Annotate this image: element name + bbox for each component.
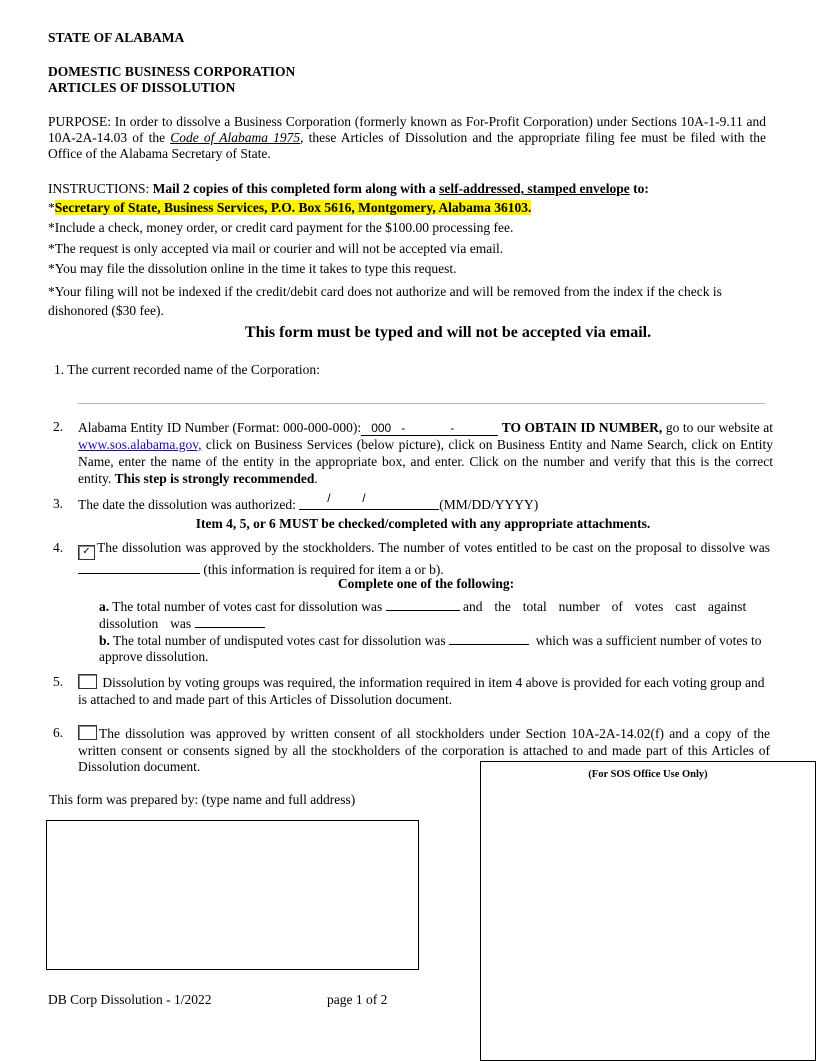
must-check-note: Item 4, 5, or 6 MUST be checked/completed with any appropriate attachments.	[195, 516, 651, 531]
form-title-line1: DOMESTIC BUSINESS CORPORATION	[48, 64, 296, 79]
state-heading: STATE OF ALABAMA	[48, 30, 185, 45]
item4-paragraph: ✓ The dissolution was approved by the stockholders. The number of votes entitled to be cast on the proposal to dissolve was (this information is required for item a or b).	[78, 540, 770, 578]
votes-for-field[interactable]	[386, 597, 460, 611]
prepared-by-field[interactable]	[46, 820, 419, 970]
instruction-indexing: *Your filing will not be indexed if the credit/debit card does not authorize and will be removed from the index if the check is dishonored ($30 fee).	[48, 284, 722, 318]
item4a-paragraph: a. The total number of votes cast for dissolution was and the total number of votes cast against dissolution was	[99, 599, 747, 631]
complete-one-heading: Complete one of the following:	[337, 576, 515, 591]
item3-row: The date the dissolution was authorized: / / (MM/DD/YYYY)	[78, 491, 539, 512]
entity-id-field[interactable]: 000 - -	[361, 422, 498, 436]
item2-number: 2.	[53, 419, 64, 434]
instruction-mail-only: *The request is only accepted via mail or courier and will not be accepted via email.	[48, 241, 504, 256]
votes-entitled-field[interactable]	[78, 560, 200, 574]
item6-paragraph: The dissolution was approved by written consent of all stockholders under Section 10A-2A-14.02(f) and a copy of the written consent or consents signed by all the stockholders of the corporation is attached to and made part of this Articles of Dissolution document.	[78, 726, 770, 774]
form-version: DB Corp Dissolution - 1/2022	[48, 992, 212, 1007]
item2-paragraph: Alabama Entity ID Number (Format: 000-000-000): 000 - - TO OBTAIN ID NUMBER, go to our website at www.sos.alabama.gov, click on Business Services (below picture), click on Business Entity and Name Search, click on Entity Name, enter the name of the entity in the appropriate box, and enter. Click on the number and verify that this is the correct entity. This step is strongly recommended.	[78, 420, 773, 486]
prepared-by-label: This form was prepared by: (type name and full address)	[49, 792, 356, 807]
code-citation: Code of Alabama 1975	[170, 130, 301, 145]
item6-checkbox[interactable]	[78, 725, 97, 740]
form-title-line2: ARTICLES OF DISSOLUTION	[48, 80, 236, 95]
instruction-online: *You may file the dissolution online in the time it takes to type this request.	[48, 261, 457, 276]
sos-office-use-box	[480, 761, 816, 1061]
purpose-paragraph: PURPOSE: In order to dissolve a Business Corporation (formerly known as For-Profit Corporation) under Sections 10A-1-9.11 and 10A-2A-14.03 of the Code of Alabama 1975, these Articles of Dissolution and the appropriate filing fee must be filed with the Office of the Alabama Secretary of State.	[48, 114, 767, 161]
instructions-heading: INSTRUCTIONS: Mail 2 copies of this completed form along with a self-addressed, stamped envelope to:	[48, 181, 649, 196]
item5-paragraph: Dissolution by voting groups was required, the information required in item 4 above is provided for each voting group and is attached to and made part of this Articles of Dissolution document.	[78, 675, 765, 707]
authorization-date-field[interactable]: / /	[299, 496, 439, 510]
item4b-paragraph: b. The total number of undisputed votes cast for dissolution was which was a sufficient number of votes to approve dissolution.	[99, 633, 762, 664]
item5-number: 5.	[53, 674, 64, 689]
item5-checkbox[interactable]	[78, 674, 97, 689]
item3-number: 3.	[53, 496, 64, 511]
instruction-fee: *Include a check, money order, or credit card payment for the $100.00 processing fee.	[48, 220, 514, 235]
corporation-name-field[interactable]	[78, 381, 766, 404]
sos-office-use-label: (For SOS Office Use Only)	[588, 769, 708, 780]
item6-number: 6.	[53, 725, 64, 740]
item4-checkbox[interactable]: ✓	[78, 545, 95, 560]
page-number: page 1 of 2	[327, 992, 388, 1007]
typed-notice: This form must be typed and will not be accepted via email.	[244, 324, 652, 341]
votes-against-field[interactable]	[195, 614, 265, 628]
undisputed-votes-field[interactable]	[449, 631, 529, 645]
mailing-address: *Secretary of State, Business Services, P.O. Box 5616, Montgomery, Alabama 36103.	[48, 200, 532, 215]
sos-website-link[interactable]: www.sos.alabama.gov,	[78, 437, 202, 452]
item1-label: 1. The current recorded name of the Corporation:	[54, 362, 320, 377]
item4-number: 4.	[53, 540, 64, 555]
